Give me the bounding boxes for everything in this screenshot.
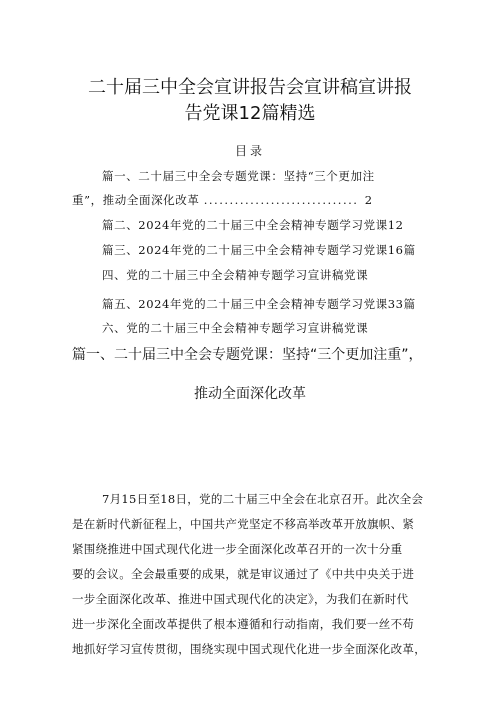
section-title-line-1: 篇一、二十届三中全会专题党课：坚持“三个更加注重”， [72,347,423,363]
toc-entry-4[interactable] [102,267,368,283]
body-line-6: 进一步深化全面改革提供了根本遵循和行动指南，我们要一丝不苟 [72,617,415,631]
toc-entry-text: 篇一、二十届三中全会专题党课：坚持“三个更加注 [102,169,375,183]
body-line-4: 要的会议。全会最重要的成果，就是审议通过了《中共中央关于进 [72,567,415,581]
document-title-line-2: 告党课12篇精选 [184,103,316,124]
toc-entry-1-line-2[interactable] [72,192,373,208]
toc-entry-3[interactable] [102,242,416,258]
toc-entry-text: 六、党的二十届三中全会精神专题学习宣讲稿党课 [102,321,369,335]
toc-entry-text: 篇三、2024年党的二十届三中全会精神专题学习党课16篇 [102,243,416,257]
body-line-2: 是在新时代新征程上，中国共产党坚定不移高举改革开放旗帜、紧 [72,517,415,531]
body-line-1: 7月15日至18日，党的二十届三中全会在北京召开。此次全会 [102,492,424,506]
document-title-line-1: 二十届三中全会宣讲报告会宣讲稿宣讲报 [88,77,412,98]
toc-entry-1-line-1[interactable] [102,168,375,184]
toc-leader-dots: .............................. [203,193,359,207]
body-line-3: 紧围绕推进中国式现代化进一步全面深化改革召开的一次十分重 [72,542,403,556]
toc-entry-text: 篇二、2024年党的二十届三中全会精神专题学习党课12 [102,218,404,232]
toc-entry-text: 重”，推动全面深化改革 [72,193,200,207]
toc-entry-6[interactable] [102,320,368,336]
toc-entry-text: 四、党的二十届三中全会精神专题学习宣讲稿党课 [102,268,369,282]
toc-page-number: 2 [364,193,373,207]
section-title-line-2: 推动全面深化改革 [194,386,306,402]
toc-heading: 目录 [234,144,265,158]
toc-entry-text: 篇五、2024年党的二十届三中全会精神专题学习党课33篇 [102,297,416,311]
body-line-7: 地抓好学习宣传贯彻，围绕实现中国式现代化进一步全面深化改革， [72,642,426,656]
toc-entry-5-real[interactable] [102,296,416,312]
body-line-5: 一步全面深化改革、推进中国式现代化的决定》，为我们在新时代 [72,592,409,606]
toc-entry-2[interactable] [102,217,404,233]
